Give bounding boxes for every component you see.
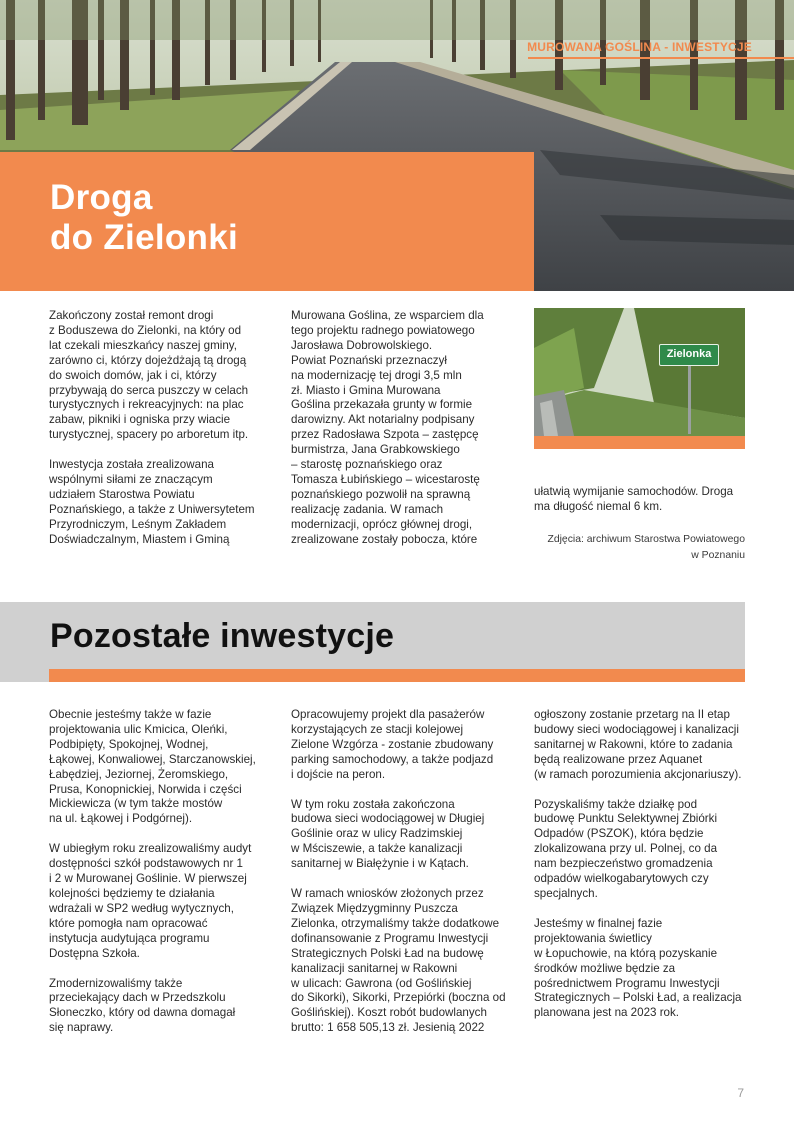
article1-column-1 [49, 309, 274, 563]
paragraph: Pozyskaliśmy także działkę pod budowę Punktu Selektywnej Zbiórki Odpadów (PSZOK), która będzie zlokalizowana przy ul. Polnej, co da nam bezpieczeństwo gromadzenia odpadów wielkogabarytowych czy specjalnych. [534, 797, 718, 900]
paragraph: Inwestycja została zrealizowana wspólnymi siłami ze znaczącym udziałem Starostwa Powiatu Poznańskiego, a także z Uniwersytetem Przyrodniczym, Leśnym Zakładem Doświadczalnym, Miastem i Gminą [49, 458, 255, 546]
article2-column-1 [49, 708, 274, 1051]
paragraph: Jesteśmy w finalnej fazie projektowania świetlicy w Łopuchowie, na którą pozyskanie środków możliwe będzie za pośrednictwem Programu Inwestycji Strategicznych – Polski Ład, a realizacja planowana jest na 2023 rok. [534, 916, 742, 1020]
paragraph: Obecnie jesteśmy także w fazie projektowania ulic Kmicica, Oleńki, Podbipięty, Spokojnej, Wodnej, Łąkowej, Konwaliowej, Starczanowskiej, Łabędziej, Jeziornej, Żeromskiego, Prusa, Konopnickiej, Norwida i części Mickiewicza (w tym także mostów na ul. Łąkowej i Podgórnej). [49, 708, 256, 826]
paragraph: ogłoszony zostanie przetarg na II etap budowy sieci wodociągowej i kanalizacji sanitarnej w Rakowni, które to zadania będą realizowane przez Aquanet (w ramach porozumienia akcjonariuszy). [534, 708, 742, 781]
paragraph: Murowana Goślina, ze wsparciem dla tego projektu radnego powiatowego Jarosława Dobrowolskiego. Powiat Poznański przeznaczył na modernizację tej drogi 3,5 mln zł. Miasto i Gmina Murowana Goślina przekazała grunty w formie darowizny. Akt notarialny podpisany przez Radosława Szpota – zastępcę burmistrza, Jana Grabkowskiego – starostę poznańskiego oraz Tomasza Łubińskiego – wicestarostę poznańskiego pozwolił na sprawną realizację zadania. W ramach modernizacji, oprócz głównej drogi, zrealizowane zostały pobocza, które [291, 309, 484, 546]
section-tag-rule [528, 57, 794, 59]
paragraph: Opracowujemy projekt dla pasażerów korzystających ze stacji kolejowej Zielone Wzgórza - zostanie zbudowany parking samochodowy, a także podjazd i dojście na peron. [291, 708, 494, 781]
photo-orange-stripe [534, 436, 745, 449]
paragraph: Zakończony został remont drogi z Boduszewa do Zielonki, na który od lat czekali mieszkańcy naszej gminy, zarówno ci, którzy dojeżdżają tą drogą do swoich domów, jak i ci, którzy przybywają do serca puszczy w celach turystycznych i rekreacyjnych: na plac zabaw, pikniki i ogniska przy wiacie turystycznej, spacery po arboretum itp. [49, 309, 249, 442]
paragraph: Zmodernizowaliśmy także przeciekający dach w Przedszkolu Słoneczko, który od dawna domagał się naprawy. [49, 976, 236, 1035]
section-tag: MUROWANA GOŚLINA - INWESTYCJE [527, 40, 752, 54]
article1-column-3 [534, 485, 746, 530]
sign-post [688, 366, 691, 434]
page-number: 7 [737, 1086, 744, 1100]
zielonka-road-sign: Zielonka [659, 344, 719, 366]
paragraph: W ubiegłym roku zrealizowaliśmy audyt dostępności szkół podstawowych nr 1 i 2 w Murowanej Goślinie. W pierwszej kolejności będziemy te działania wdrażali w SP2 według wytycznych, które pomogła nam opracować instytucja audytująca programu Dostępna Szkoła. [49, 842, 252, 960]
photo-caption: Zdjęcia: archiwum Starostwa Powiatowego w Poznaniu [547, 534, 745, 561]
article-title: Droga do Zielonki [50, 178, 239, 257]
zielonka-road-illustration [534, 308, 745, 449]
paragraph: W tym roku została zakończona budowa sieci wodociągowej w Długiej Goślinie oraz w ulicy Radzimskiej w Mściszewie, a także kanalizacji sanitarnej w Białężynie i w Kątach. [291, 797, 485, 871]
zielonka-sign-photo [534, 308, 745, 449]
paragraph: W ramach wniosków złożonych przez Związek Międzygminny Puszcza Zielonka, otrzymaliśmy także dodatkowe dofinansowanie z Programu Inwestycji Strategicznych Polski Ład na budowę kanalizacji sanitarnej w Rakowni w ulicach: Gawrona (od Goślińskiej do Sikorki), Sikorki, Przepiórki (boczna od Goślińskiej). Koszt robót budowlanych brutto: 1 658 505,13 zł. Jesienią 2022 [291, 887, 506, 1035]
article2-column-2 [291, 708, 516, 1051]
article2-column-3 [534, 708, 759, 1036]
article-title-box [0, 152, 534, 291]
article1-column-2 [291, 309, 516, 563]
section-heading-rule [49, 669, 745, 682]
paragraph: ułatwią wymijanie samochodów. Droga ma długość niemal 6 km. [534, 485, 734, 513]
section-heading: Pozostałe inwestycje [50, 617, 395, 655]
